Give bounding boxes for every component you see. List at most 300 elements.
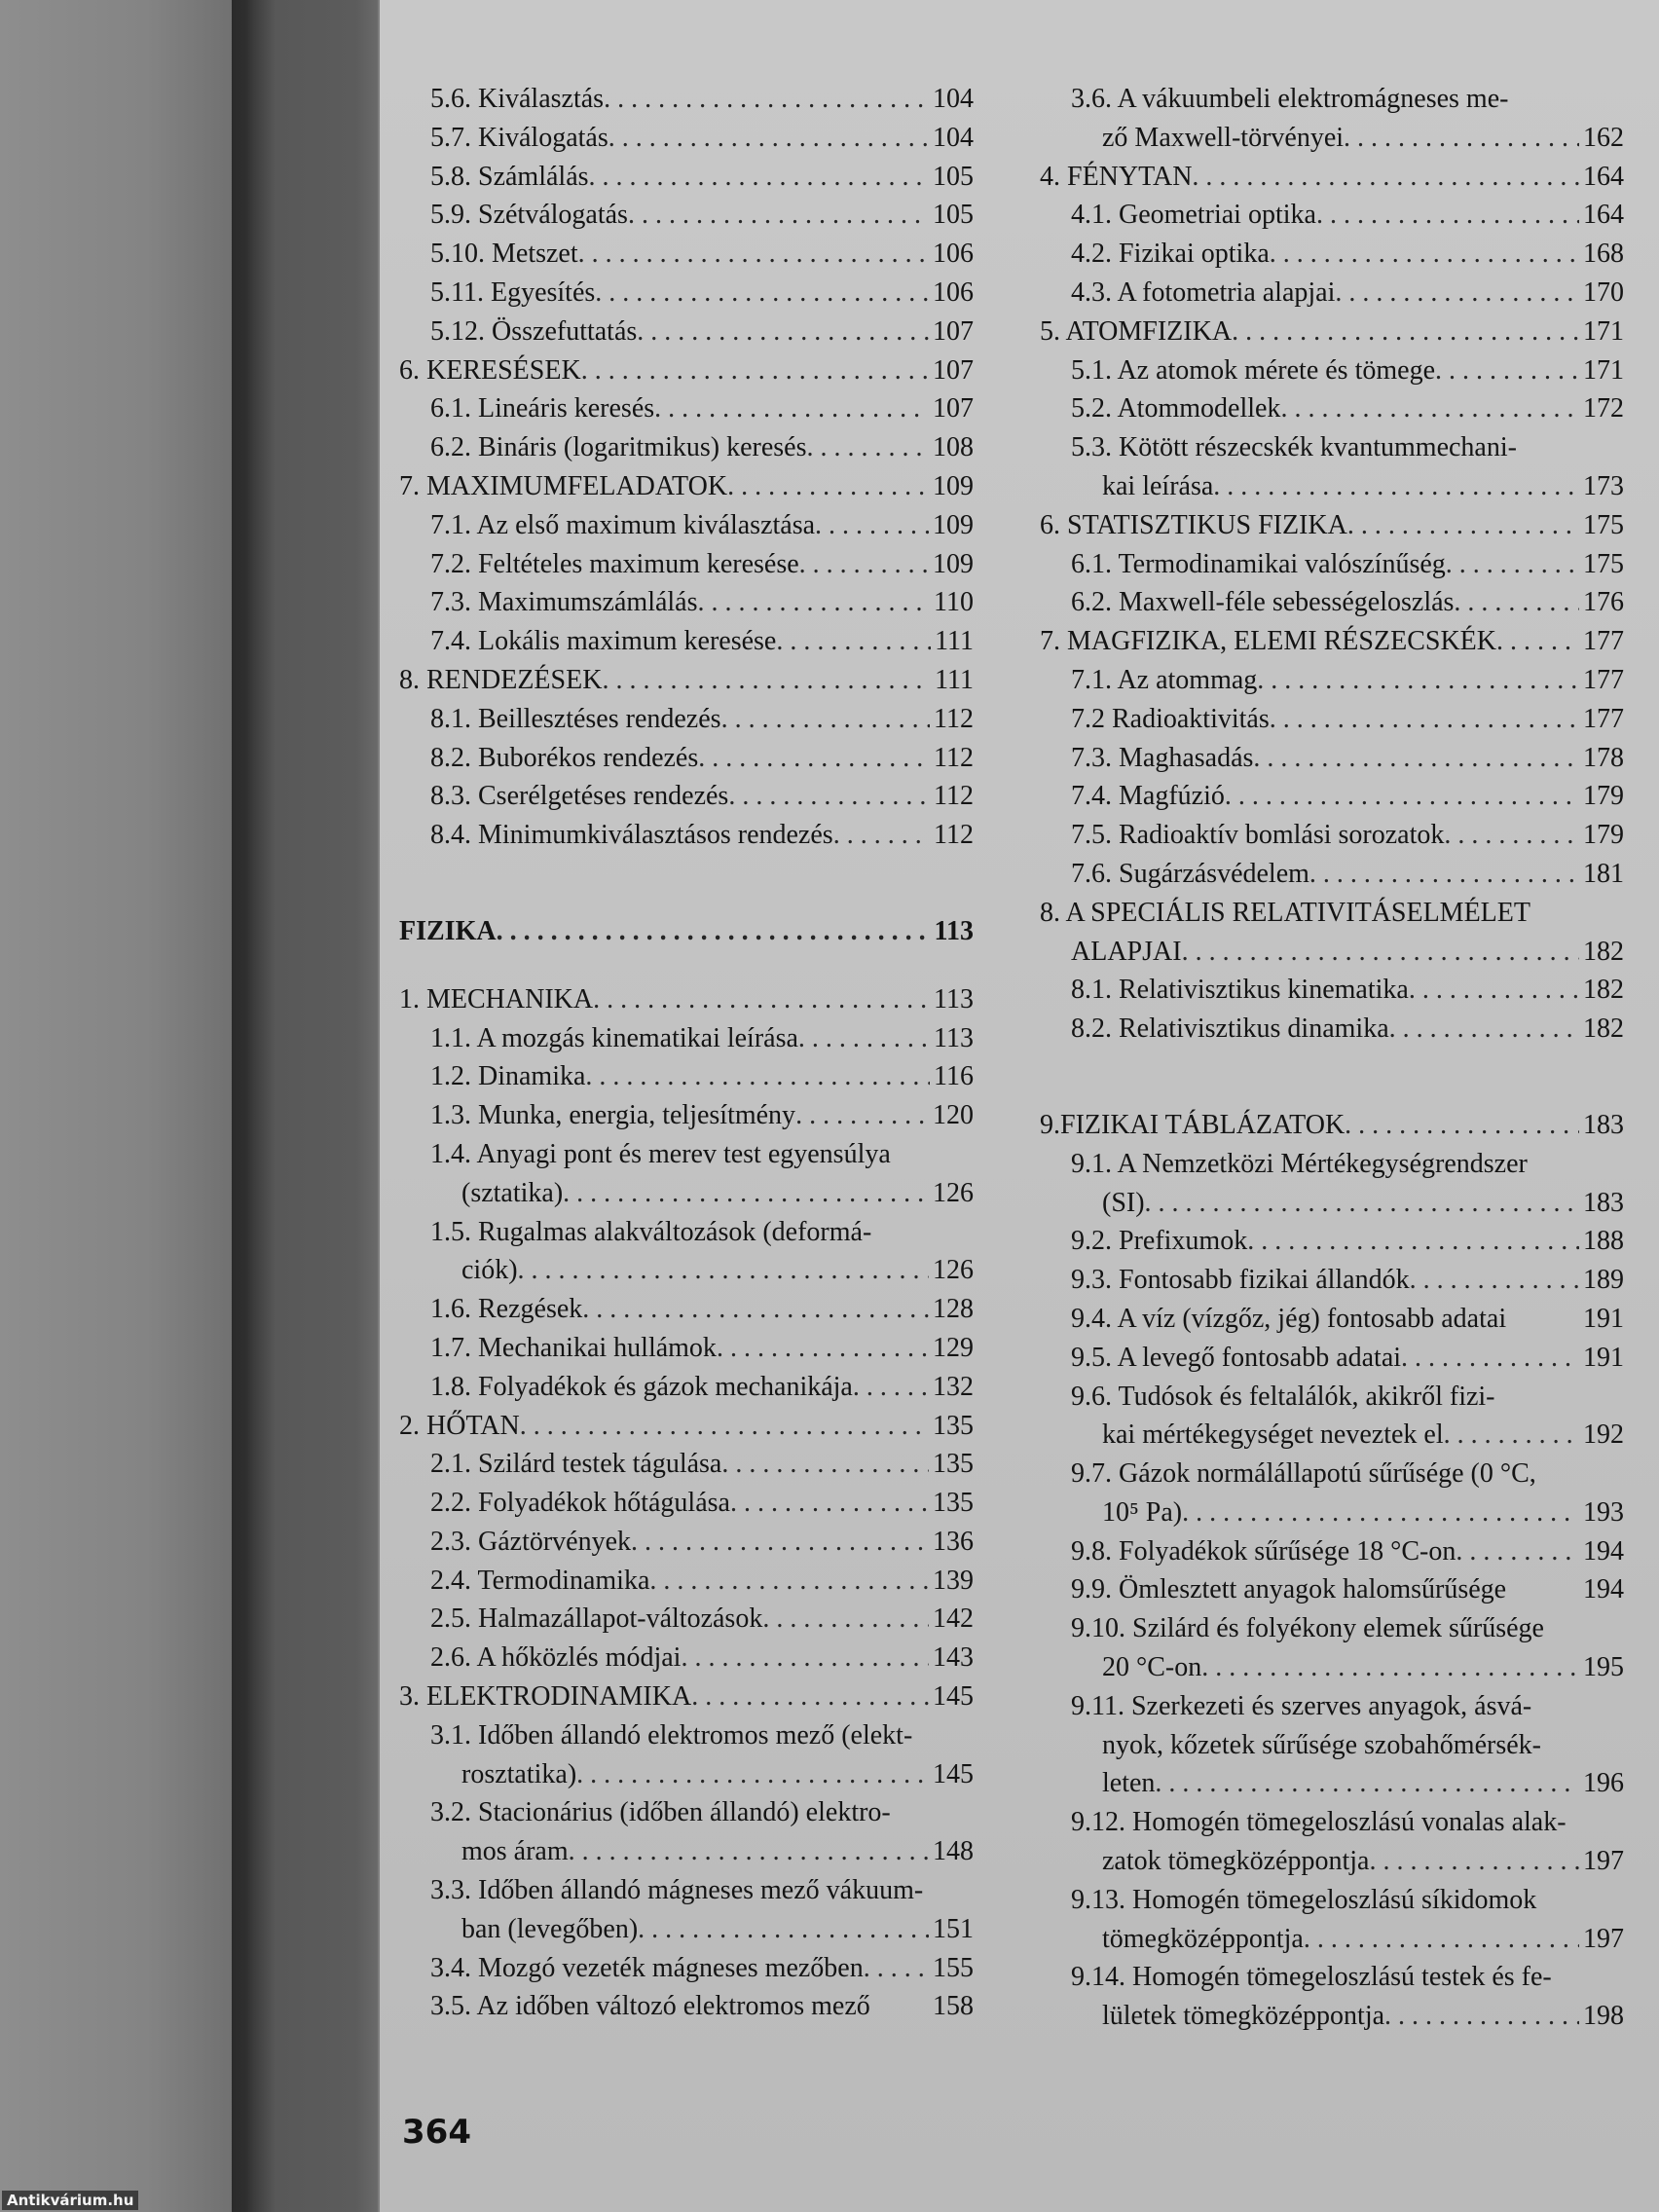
toc-entry-title: 9.FIZIKAI TÁBLÁZATOK bbox=[1040, 1109, 1346, 1140]
dot-leader bbox=[1410, 1261, 1579, 1300]
dot-leader bbox=[1444, 1416, 1579, 1455]
toc-entry-page: 148 bbox=[933, 1836, 974, 1867]
dot-leader bbox=[1280, 389, 1579, 428]
dot-leader bbox=[815, 506, 929, 545]
toc-entry-page: 135 bbox=[933, 1410, 974, 1441]
toc-entry-page: 105 bbox=[933, 161, 974, 192]
toc-entry bbox=[399, 1096, 974, 1135]
toc-entry bbox=[399, 1910, 974, 1949]
toc-entry-page: 183 bbox=[1583, 1109, 1624, 1140]
toc-entry bbox=[399, 467, 974, 506]
dot-leader bbox=[721, 700, 930, 739]
dot-leader bbox=[1225, 777, 1579, 816]
toc-entry-page: 106 bbox=[933, 276, 974, 308]
dot-leader bbox=[717, 1329, 929, 1368]
toc-entry-page: 170 bbox=[1583, 276, 1624, 308]
toc-entry-title: 7.6. Sugárzásvédelem bbox=[1071, 858, 1309, 889]
toc-entry-title: 5.6. Kiválasztás bbox=[430, 84, 605, 114]
toc-entry-title: 7.4. Magfúzió bbox=[1071, 781, 1225, 812]
toc-entry-page: 155 bbox=[933, 1952, 974, 1983]
toc-entry-page: 135 bbox=[933, 1449, 974, 1480]
dot-leader bbox=[604, 80, 929, 119]
dot-leader bbox=[799, 545, 929, 584]
toc-entry bbox=[1040, 583, 1624, 622]
toc-entry-page: 189 bbox=[1583, 1265, 1624, 1296]
toc-entry-page: 179 bbox=[1583, 820, 1624, 851]
toc-entry bbox=[1040, 739, 1624, 778]
toc-entry bbox=[1040, 1764, 1624, 1803]
dot-leader bbox=[833, 816, 930, 855]
toc-entry-line bbox=[1040, 1803, 1624, 1842]
toc-entry-title: FIZIKA bbox=[399, 915, 497, 946]
toc-entry-title: 3.6. A vákuumbeli elektromágneses me- bbox=[1071, 84, 1509, 114]
toc-entry-title: lületek tömegközéppontja bbox=[1102, 2001, 1385, 2032]
toc-entry-title: 6.2. Bináris (logaritmikus) keresés bbox=[430, 432, 807, 463]
dot-leader bbox=[1182, 1493, 1579, 1532]
toc-entry-title: 3.1. Időben állandó elektromos mező (elekt- bbox=[430, 1719, 913, 1751]
toc-entry-page: 173 bbox=[1583, 470, 1624, 501]
dot-leader bbox=[1444, 816, 1579, 855]
dot-leader bbox=[585, 1057, 930, 1096]
toc-entry-page: 175 bbox=[1583, 509, 1624, 540]
toc-entry bbox=[1040, 1339, 1624, 1378]
toc-right-column bbox=[1040, 80, 1624, 2036]
toc-entry-title: leten bbox=[1102, 1768, 1156, 1799]
toc-entry-page: 172 bbox=[1583, 393, 1624, 424]
toc-entry-page: 107 bbox=[933, 354, 974, 386]
toc-entry-title: 8.4. Minimumkiválasztásos rendezés bbox=[430, 820, 833, 851]
toc-entry-page: 112 bbox=[934, 703, 974, 734]
toc-entry-page: 109 bbox=[933, 548, 974, 579]
dot-leader bbox=[1257, 661, 1579, 700]
toc-entry bbox=[1040, 467, 1624, 506]
toc-entry-page: 179 bbox=[1583, 781, 1624, 812]
toc-entry-title: tömegközéppontja bbox=[1102, 1923, 1304, 1954]
dot-leader bbox=[1145, 1184, 1579, 1223]
toc-entry bbox=[399, 739, 974, 778]
dot-leader bbox=[582, 1290, 929, 1329]
toc-entry-page: 132 bbox=[933, 1371, 974, 1402]
toc-entry-title: 8.1. Relativisztikus kinematika bbox=[1071, 975, 1409, 1006]
dot-leader bbox=[1253, 739, 1579, 778]
toc-entry-title: 3.5. Az időben változó elektromos mező bbox=[430, 1991, 870, 2022]
toc-entry-page: 181 bbox=[1583, 858, 1624, 889]
toc-entry-title: 5.1. Az atomok mérete és tömege bbox=[1071, 354, 1435, 386]
dot-leader bbox=[1304, 1920, 1579, 1959]
toc-entry-line bbox=[1040, 428, 1624, 467]
toc-entry-title: 6.1. Termodinamikai valószínűség bbox=[1071, 548, 1446, 579]
toc-entry-title: 1.5. Rugalmas alakváltozások (deformá- bbox=[430, 1216, 872, 1247]
watermark: Antikvárium.hu bbox=[2, 2191, 138, 2210]
toc-entry-page: 136 bbox=[933, 1526, 974, 1557]
toc-entry-title: kai mértékegységet neveztek el bbox=[1102, 1419, 1444, 1451]
dot-leader bbox=[1345, 1106, 1579, 1145]
toc-entry-page: 191 bbox=[1583, 1303, 1624, 1334]
toc-entry bbox=[399, 351, 974, 390]
toc-entry-page: 191 bbox=[1583, 1342, 1624, 1373]
toc-entry-page: 171 bbox=[1583, 354, 1624, 386]
toc-entry-page: 107 bbox=[933, 393, 974, 424]
dot-leader bbox=[730, 1484, 929, 1523]
section-gap bbox=[1040, 1049, 1624, 1106]
toc-entry bbox=[1040, 1106, 1624, 1145]
dot-leader bbox=[593, 980, 930, 1019]
toc-entry-title: ban (levegőben) bbox=[461, 1913, 639, 1944]
toc-entry-title: 9.5. A levegő fontosabb adatai bbox=[1071, 1342, 1402, 1373]
toc-entry bbox=[399, 196, 974, 235]
toc-entry-title: 8.3. Cserélgetéses rendezés bbox=[430, 781, 729, 812]
toc-entry bbox=[399, 816, 974, 855]
toc-entry-page: 158 bbox=[933, 1991, 974, 2022]
toc-entry-page: 105 bbox=[933, 200, 974, 231]
toc-entry bbox=[399, 119, 974, 158]
dot-leader bbox=[1232, 313, 1579, 351]
toc-left-column bbox=[399, 80, 974, 2026]
toc-entry-title: ző Maxwell-törvényei bbox=[1102, 122, 1345, 153]
toc-entry bbox=[399, 1987, 974, 2026]
toc-entry bbox=[1040, 274, 1624, 313]
toc-entry-title: 1.7. Mechanikai hullámok bbox=[430, 1332, 717, 1363]
dot-leader bbox=[1309, 855, 1579, 894]
toc-entry-title: (SI) bbox=[1102, 1187, 1145, 1218]
toc-entry-title: nyok, kőzetek sűrűsége szobahőmérsék- bbox=[1102, 1729, 1541, 1760]
toc-entry bbox=[1040, 816, 1624, 855]
toc-entry bbox=[399, 1251, 974, 1290]
toc-entry bbox=[399, 700, 974, 739]
toc-entry-page: 183 bbox=[1583, 1187, 1624, 1218]
toc-entry-title: 9.3. Fontosabb fizikai állandók bbox=[1071, 1265, 1410, 1296]
toc-entry-title: 9.2. Prefixumok bbox=[1071, 1226, 1248, 1257]
toc-entry-title: 9.14. Homogén tömegeloszlású testek és fe- bbox=[1071, 1962, 1552, 1993]
dot-leader bbox=[628, 196, 929, 235]
toc-entry bbox=[1040, 855, 1624, 894]
toc-entry-title: 4.3. A fotometria alapjai bbox=[1071, 276, 1336, 308]
toc-entry bbox=[1040, 1493, 1624, 1532]
dot-leader bbox=[681, 1639, 929, 1677]
toc-entry-page: 162 bbox=[1583, 122, 1624, 153]
toc-entry-title: 1.2. Dinamika bbox=[430, 1061, 586, 1092]
toc-entry-page: 182 bbox=[1583, 1014, 1624, 1045]
toc-entry bbox=[399, 661, 974, 700]
dot-leader bbox=[589, 158, 929, 197]
toc-entry-line bbox=[399, 1213, 974, 1252]
toc-entry bbox=[1040, 119, 1624, 158]
dot-leader bbox=[649, 1562, 929, 1601]
toc-entry-page: 194 bbox=[1583, 1574, 1624, 1605]
toc-entry bbox=[1040, 351, 1624, 390]
toc-entry-page: 110 bbox=[934, 587, 974, 618]
toc-entry bbox=[399, 1445, 974, 1484]
dot-leader bbox=[806, 428, 929, 467]
dot-leader bbox=[602, 661, 931, 700]
toc-entry-title: 6.2. Maxwell-féle sebességeloszlás bbox=[1071, 587, 1455, 618]
toc-entry-title: 2.1. Szilárd testek tágulása bbox=[430, 1449, 722, 1480]
toc-entry bbox=[399, 545, 974, 584]
toc-entry-title: 9.13. Homogén tömegeloszlású síkidomok bbox=[1071, 1884, 1537, 1915]
toc-entry-title: 1.4. Anyagi pont és merev test egyensúlya bbox=[430, 1138, 891, 1169]
toc-entry-title: 7.3. Maximumszámlálás bbox=[430, 587, 698, 618]
toc-entry bbox=[1040, 1570, 1624, 1609]
toc-entry-page: 108 bbox=[933, 432, 974, 463]
toc-entry-line bbox=[399, 1871, 974, 1910]
toc-entry bbox=[399, 80, 974, 119]
dot-leader bbox=[1369, 1842, 1579, 1881]
toc-entry-page: 177 bbox=[1583, 664, 1624, 695]
dot-leader bbox=[1401, 1339, 1579, 1378]
dot-leader bbox=[581, 351, 929, 390]
toc-entry-title: 20 °C-on bbox=[1102, 1652, 1202, 1683]
toc-entry bbox=[1040, 1416, 1624, 1455]
toc-entry-page: 111 bbox=[935, 626, 974, 657]
toc-entry-page: 113 bbox=[934, 1022, 974, 1053]
toc-entry-page: 177 bbox=[1583, 626, 1624, 657]
dot-leader bbox=[698, 583, 931, 622]
section-gap bbox=[399, 951, 974, 980]
toc-entry-title: 9.10. Szilárd és folyékony elemek sűrűsége bbox=[1071, 1613, 1544, 1644]
toc-entry-page: 196 bbox=[1583, 1768, 1624, 1799]
toc-entry-title: 7.2. Feltételes maximum keresése bbox=[430, 548, 799, 579]
toc-entry bbox=[399, 313, 974, 351]
toc-entry bbox=[1040, 235, 1624, 274]
dot-leader bbox=[608, 119, 929, 158]
dot-leader bbox=[1435, 351, 1579, 390]
toc-entry-page: 177 bbox=[1583, 703, 1624, 734]
toc-entry-title: 2.6. A hőközlés módjai bbox=[430, 1642, 682, 1674]
toc-entry bbox=[399, 1832, 974, 1871]
dot-leader bbox=[721, 1445, 929, 1484]
toc-entry-line bbox=[1040, 80, 1624, 119]
dot-leader bbox=[691, 1677, 929, 1716]
toc-entry bbox=[1040, 1997, 1624, 2036]
toc-entry-title: 1.6. Rezgések bbox=[430, 1294, 583, 1325]
toc-entry bbox=[399, 1484, 974, 1523]
dot-leader bbox=[698, 739, 930, 778]
toc-entry-line bbox=[1040, 1145, 1624, 1184]
toc-entry bbox=[1040, 1222, 1624, 1261]
toc-entry-title: 1.1. A mozgás kinematikai leírása bbox=[430, 1022, 798, 1053]
toc-entry bbox=[1040, 933, 1624, 972]
toc-entry-line bbox=[1040, 1609, 1624, 1648]
toc-entry-page: 139 bbox=[933, 1565, 974, 1596]
toc-entry-title: 6.1. Lineáris keresés bbox=[430, 393, 655, 424]
toc-entry-title: 2.2. Folyadékok hőtágulása bbox=[430, 1488, 730, 1519]
toc-entry-page: 164 bbox=[1583, 161, 1624, 192]
toc-entry-page: 109 bbox=[933, 470, 974, 501]
toc-entry-page: 128 bbox=[933, 1294, 974, 1325]
dot-leader bbox=[638, 1910, 929, 1949]
toc-entry-title: mos áram bbox=[461, 1836, 569, 1867]
dot-leader bbox=[1344, 119, 1579, 158]
toc-entry-title: 7.1. Az első maximum kiválasztása bbox=[430, 509, 816, 540]
toc-entry-title: 2.3. Gáztörvények bbox=[430, 1526, 632, 1557]
toc-entry-page: 151 bbox=[933, 1913, 974, 1944]
toc-entry-title: 7.4. Lokális maximum keresése bbox=[430, 626, 777, 657]
dot-leader bbox=[1384, 1997, 1579, 2036]
toc-entry-title: 5.11. Egyesítés bbox=[430, 276, 596, 308]
dot-leader bbox=[1192, 158, 1579, 197]
dot-leader bbox=[595, 274, 929, 313]
toc-entry bbox=[1040, 506, 1624, 545]
dot-leader bbox=[654, 389, 929, 428]
toc-entry-page: 178 bbox=[1583, 742, 1624, 773]
dot-leader bbox=[798, 1019, 930, 1058]
toc-entry-title: 8.2. Relativisztikus dinamika bbox=[1071, 1014, 1389, 1045]
toc-entry-title: rosztatika) bbox=[461, 1758, 577, 1789]
toc-entry-title: 9.7. Gázok normálállapotú sűrűsége (0 °C, bbox=[1071, 1458, 1536, 1490]
toc-entry bbox=[399, 1562, 974, 1601]
dot-leader bbox=[1446, 545, 1579, 584]
toc-entry-line bbox=[1040, 1455, 1624, 1493]
toc-entry-title: (sztatika) bbox=[461, 1177, 564, 1208]
toc-entry-title: 8.2. Buborékos rendezés bbox=[430, 742, 699, 773]
dot-leader bbox=[520, 1407, 929, 1446]
toc-entry-page: 192 bbox=[1583, 1419, 1624, 1451]
toc-entry-title: ciók) bbox=[461, 1255, 518, 1286]
toc-entry-title: 8. RENDEZÉSEK bbox=[399, 664, 603, 695]
toc-entry-page: 113 bbox=[934, 915, 974, 946]
toc-entry-title: 5.3. Kötött részecskék kvantummechani- bbox=[1071, 432, 1517, 463]
toc-entry bbox=[399, 1755, 974, 1794]
toc-entry-title: 9.6. Tudósok és feltalálók, akikről fizi- bbox=[1071, 1381, 1495, 1412]
section-gap bbox=[399, 855, 974, 912]
toc-entry-title: 6. KERESÉSEK bbox=[399, 354, 581, 386]
toc-entry bbox=[399, 506, 974, 545]
dot-leader bbox=[631, 1523, 929, 1562]
dot-leader bbox=[1454, 583, 1579, 622]
dot-leader bbox=[795, 1096, 929, 1135]
toc-entry-title: 8. A SPECIÁLIS RELATIVITÁSELMÉLET bbox=[1040, 897, 1530, 928]
toc-entry bbox=[1040, 661, 1624, 700]
dot-leader bbox=[518, 1251, 929, 1290]
toc-entry bbox=[399, 1368, 974, 1407]
toc-entry bbox=[399, 1600, 974, 1639]
toc-entry-title: zatok tömegközéppontja bbox=[1102, 1846, 1370, 1877]
toc-entry-page: 112 bbox=[934, 742, 974, 773]
toc-entry-title: 2. HŐTAN bbox=[399, 1410, 520, 1441]
toc-entry bbox=[399, 622, 974, 661]
toc-entry-title: 2.5. Halmazállapot-változások bbox=[430, 1604, 763, 1635]
toc-entry bbox=[399, 1949, 974, 1988]
toc-entry bbox=[1040, 545, 1624, 584]
toc-entry-title: 5. ATOMFIZIKA bbox=[1040, 315, 1233, 347]
dot-leader bbox=[1213, 467, 1579, 506]
toc-entry-page: 126 bbox=[933, 1177, 974, 1208]
toc-entry-title: 7.1. Az atommag bbox=[1071, 664, 1258, 695]
toc-entry bbox=[1040, 1532, 1624, 1571]
toc-entry-line bbox=[399, 1793, 974, 1832]
dot-leader bbox=[1316, 196, 1579, 235]
toc-entry-page: 107 bbox=[933, 315, 974, 347]
dot-leader bbox=[569, 1832, 929, 1871]
dot-leader bbox=[578, 235, 929, 274]
dot-leader bbox=[864, 1949, 929, 1988]
toc-entry-page: 197 bbox=[1583, 1846, 1624, 1877]
dot-leader bbox=[728, 777, 930, 816]
toc-entry-page: 116 bbox=[934, 1061, 974, 1092]
toc-entry bbox=[1040, 1648, 1624, 1687]
toc-entry bbox=[1040, 622, 1624, 661]
toc-entry bbox=[1040, 1184, 1624, 1223]
toc-entry-title: ALAPJAI bbox=[1071, 936, 1182, 967]
toc-entry bbox=[1040, 777, 1624, 816]
toc-entry-title: 7.2 Radioaktivitás bbox=[1071, 703, 1270, 734]
toc-entry-line bbox=[399, 1135, 974, 1174]
toc-entry bbox=[399, 1329, 974, 1368]
toc-entry bbox=[399, 1019, 974, 1058]
toc-entry-page: 111 bbox=[935, 664, 974, 695]
toc-entry-title: 7. MAGFIZIKA, ELEMI RÉSZECSKÉK bbox=[1040, 626, 1496, 657]
dot-leader bbox=[727, 467, 929, 506]
toc-entry bbox=[399, 912, 974, 951]
dot-leader bbox=[1409, 971, 1579, 1010]
dot-leader bbox=[1247, 1222, 1579, 1261]
toc-entry-line bbox=[1040, 1958, 1624, 1997]
toc-entry-title: kai leírása bbox=[1102, 470, 1214, 501]
toc-entry-title: 8.1. Beillesztéses rendezés bbox=[430, 703, 721, 734]
toc-entry-page: 188 bbox=[1583, 1226, 1624, 1257]
toc-entry bbox=[399, 1523, 974, 1562]
toc-entry-page: 182 bbox=[1583, 975, 1624, 1006]
toc-entry-page: 145 bbox=[933, 1758, 974, 1789]
toc-entry bbox=[1040, 700, 1624, 739]
toc-entry bbox=[1040, 1010, 1624, 1049]
toc-entry bbox=[399, 980, 974, 1019]
toc-entry-line bbox=[1040, 1378, 1624, 1417]
toc-entry-page: 129 bbox=[933, 1332, 974, 1363]
toc-entry-page: 112 bbox=[934, 820, 974, 851]
toc-entry-title: 9.8. Folyadékok sűrűsége 18 °C-on bbox=[1071, 1535, 1456, 1567]
toc-entry-title: 1. MECHANIKA bbox=[399, 983, 594, 1014]
toc-entry-title: 4. FÉNYTAN bbox=[1040, 161, 1193, 192]
toc-entry-line bbox=[1040, 1881, 1624, 1920]
toc-entry bbox=[399, 1290, 974, 1329]
toc-entry-page: 175 bbox=[1583, 548, 1624, 579]
toc-entry-page: 168 bbox=[1583, 239, 1624, 270]
toc-entry-page: 104 bbox=[933, 122, 974, 153]
toc-entry-page: 194 bbox=[1583, 1535, 1624, 1567]
dot-leader bbox=[1155, 1764, 1579, 1803]
toc-entry bbox=[399, 274, 974, 313]
toc-entry-page: 135 bbox=[933, 1488, 974, 1519]
toc-entry-page: 106 bbox=[933, 239, 974, 270]
toc-entry bbox=[399, 235, 974, 274]
toc-entry-line bbox=[1040, 894, 1624, 933]
toc-entry bbox=[399, 1057, 974, 1096]
background-surface bbox=[0, 0, 243, 2212]
dot-leader bbox=[1456, 1532, 1579, 1571]
toc-entry-page: 198 bbox=[1583, 2001, 1624, 2032]
toc-entry-title: 9.1. A Nemzetközi Mértékegységrendszer bbox=[1071, 1148, 1528, 1179]
toc-entry-page: 193 bbox=[1583, 1496, 1624, 1528]
toc-entry-page: 171 bbox=[1583, 315, 1624, 347]
toc-entry-page: 164 bbox=[1583, 200, 1624, 231]
toc-entry-page: 120 bbox=[933, 1100, 974, 1131]
dot-leader bbox=[1389, 1010, 1579, 1049]
toc-entry-title: 10⁵ Pa) bbox=[1102, 1496, 1183, 1528]
toc-entry bbox=[399, 1677, 974, 1716]
toc-entry bbox=[1040, 1300, 1624, 1339]
toc-entry-page: 176 bbox=[1583, 587, 1624, 618]
toc-entry bbox=[399, 428, 974, 467]
toc-entry-title: 3.3. Időben állandó mágneses mező vákuum- bbox=[430, 1875, 924, 1906]
toc-entry-title: 3.2. Stacionárius (időben állandó) elektro- bbox=[430, 1797, 891, 1828]
toc-entry-page: 142 bbox=[933, 1604, 974, 1635]
toc-entry-title: 9.11. Szerkezeti és szerves anyagok, ásvá- bbox=[1071, 1690, 1532, 1721]
toc-entry-title: 9.9. Ömlesztett anyagok halomsűrűsége bbox=[1071, 1574, 1507, 1605]
toc-entry-title: 7. MAXIMUMFELADATOK bbox=[399, 470, 728, 501]
dot-leader bbox=[497, 912, 931, 951]
toc-entry bbox=[1040, 1920, 1624, 1959]
